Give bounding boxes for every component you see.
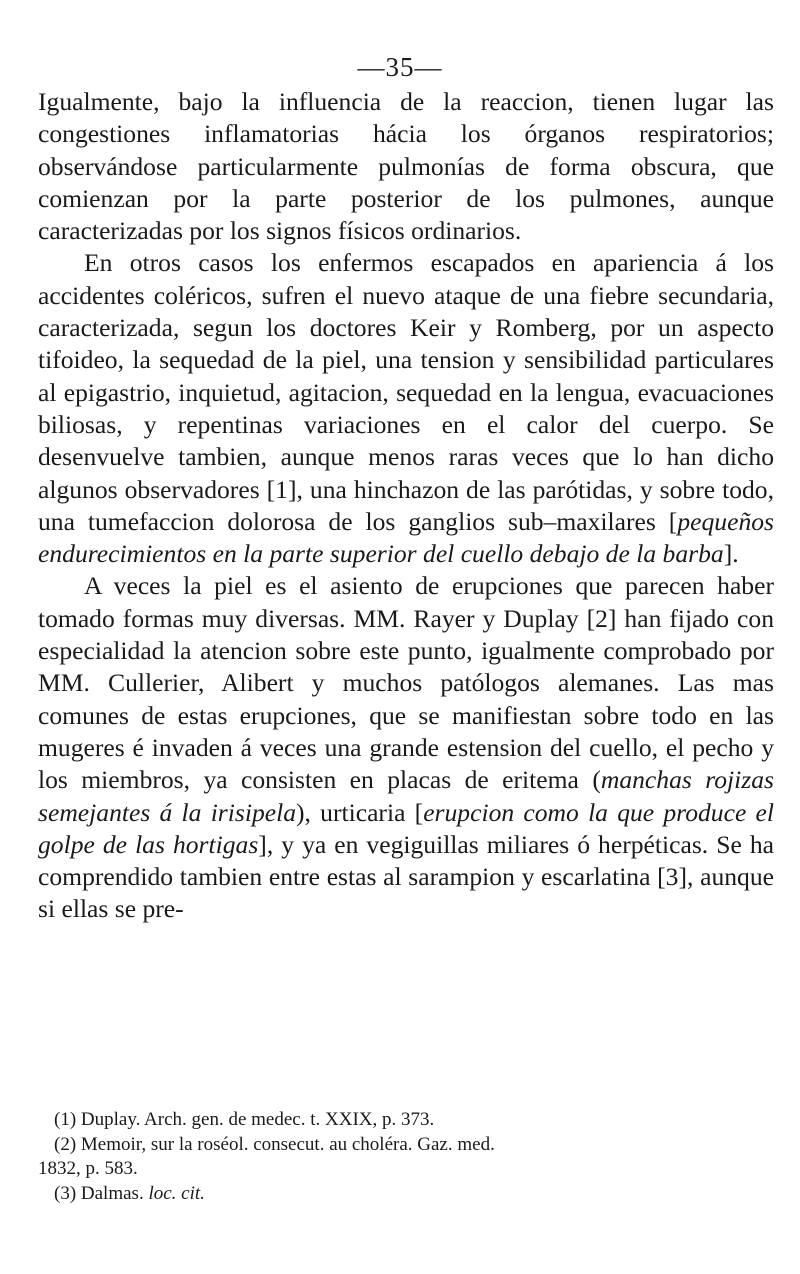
footnote-text: (2) Memoir, sur la roséol. consecut. au choléra. Gaz. med. [54,1133,495,1155]
paragraph-text: En otros casos los enfermos escapados en apariencia á los accidentes coléricos, sufren el nuevo ataque de una fiebre secundaria, caracterizada, segun los doctores Keir y Romberg, por un aspecto tifoideo, la sequedad de la piel, una tension y sensibilidad particulares al epigastrio, inquietud, agitacion, sequedad en la lengua, evacuaciones biliosas, y repentinas variaciones en el calor del cuerpo. Se desenvuelve tambien, aunque menos raras veces que lo han dicho algunos observadores [1], una hinchazon de las parótidas, y sobre todo, una tumefaccion dolorosa de los ganglios sub–maxilares [ [38,248,774,536]
paragraph-text: Igualmente, bajo la influencia de la reaccion, tienen lugar las congestiones inflamatorias hácia los órganos respiratorios; observándose particularmente pulmonías de forma obscura, que comienzan por la parte posterior de los pulmones, aunque caracterizadas por los signos físicos ordinarios. [38,87,774,246]
footnotes [38,1108,774,1206]
footnote [38,1133,774,1158]
italic-gloss: erupcion como la que produce el golpe de las hortigas [38,797,775,859]
paragraph [38,570,774,925]
footnote-italic: loc. cit. [148,1182,205,1204]
footnote-text: (1) Duplay. Arch. gen. de medec. t. XXIX, p. 373. [54,1109,435,1130]
italic-gloss: manchas rojizas semejantes á la irisipela [38,765,774,827]
footnote-text: 1832, p. 583. [38,1158,138,1179]
footnote [38,1108,774,1133]
footnote-text: (3) Dalmas. [54,1182,149,1204]
paragraph [38,247,774,570]
paragraph [38,86,774,247]
page-number: —35— [357,52,443,82]
paragraph-text: A veces la piel es el asiento de erupciones que parecen haber tomado formas muy diversas. MM. Rayer y Duplay [2] han fijado con especialidad la atencion sobre este punto, igualmente comprobado por MM. Cullerier, Alibert y muchos patólogos alemanes. Las mas comunes de estas erupciones, que se manifiestan sobre todo en las mugeres é invaden á veces una grande estension del cuello, el pecho y los miembros, ya consisten en placas de eritema ( [38,571,774,795]
italic-gloss: pequeños endurecimientos en la parte superior del cuello debajo de la barba [38,506,774,569]
body-text [38,86,774,926]
footnote [38,1182,774,1207]
paragraph-text: ], y ya en vegiguillas miliares ó herpéticas. Se ha comprendido tambien entre estas al sarampion y escarlatina [3], aunque si ellas se pre- [38,829,774,924]
paragraph-text: ), urticaria [ [296,797,424,827]
footnote [38,1157,774,1182]
paragraph-text: ]. [723,539,739,569]
